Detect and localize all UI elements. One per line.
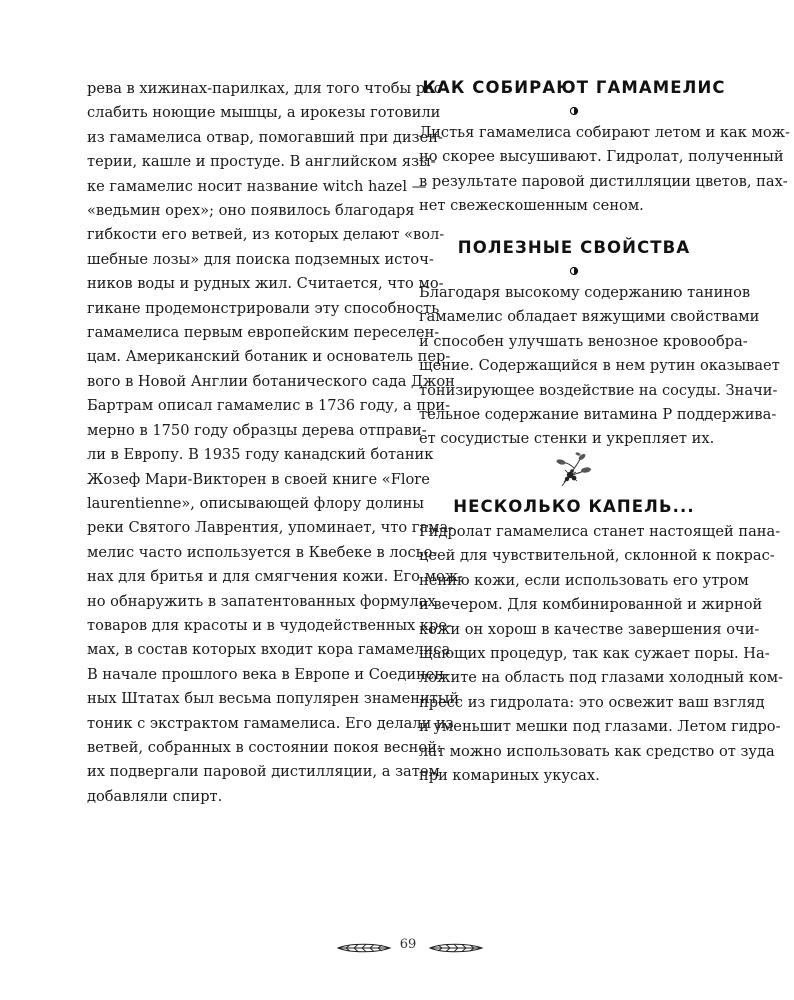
- text-line: в результате паровой дистилляции цветов, пах-: [419, 172, 788, 190]
- text-line: щающих процедур, так как сужает поры. На-: [419, 645, 770, 663]
- text-line: гамамелис обладает вяжущими свойствами: [419, 308, 760, 326]
- text-line: тоник с экстрактом гамамелиса. Его делали из: [87, 714, 454, 732]
- section-title: КАК СОБИРАЮТ ГАМАМЕЛИС: [422, 78, 726, 97]
- text-line: гикане продемонстрировали эту способность: [87, 299, 440, 317]
- text-line: нению кожи, если использовать его утром: [419, 571, 749, 589]
- text-line: и способен улучшать венозное кровообра-: [419, 332, 748, 350]
- text-line: рева в хижинах-парилках, для того чтобы рас-: [87, 80, 447, 97]
- text-line: терии, кашле и простуде. В английском язы-: [87, 153, 436, 171]
- text-line: мерно в 1750 году образцы дерева отправи-: [87, 421, 427, 439]
- text-line: нет свежескошенным сеном.: [419, 197, 644, 215]
- text-line: В начале прошлого века в Европе и Соединен-: [87, 665, 450, 683]
- feather-wing-icon: [428, 939, 484, 958]
- section-body: [419, 281, 780, 452]
- text-line: ветвей, собранных в состоянии покоя весной:: [87, 738, 442, 756]
- text-line: тельное содержание витамина Р поддержива-: [419, 406, 777, 424]
- text-line: ке гамамелис носит название witch hazel —: [87, 177, 427, 195]
- text-line: товаров для красоты и в чудодейственных кре-: [87, 616, 452, 634]
- text-line: «ведьмин орех»; оно появилось благодаря: [87, 202, 415, 220]
- half-moon-bullet-icon: [419, 261, 729, 279]
- text-line: ных Штатах был весьма популярен знаменитый: [87, 690, 460, 708]
- feather-wing-icon: [336, 939, 392, 958]
- section-title: ПОЛЕЗНЫЕ СВОЙСТВА: [457, 238, 691, 257]
- witch-hazel-sprig-icon: [552, 448, 596, 490]
- text-line: Гидролат гамамелиса станет настоящей пана-: [419, 523, 781, 540]
- text-line: и уменьшит мешки под глазами. Летом гидро-: [419, 718, 781, 736]
- text-line: мах, в состав которых входит кора гамамелиса.: [87, 641, 455, 659]
- text-line: щение. Содержащийся в нем рутин оказывает: [419, 357, 780, 375]
- text-line: их подвергали паровой дистилляции, а затем: [87, 763, 440, 781]
- text-line: добавляли спирт.: [87, 787, 223, 805]
- text-line: пресс из гидролата: это освежит ваш взгляд: [419, 693, 765, 711]
- text-line: тонизирующее воздействие на сосуды. Значи-: [419, 381, 778, 399]
- text-line: laurentienne», описывающей флору долины: [87, 494, 424, 512]
- text-line: Жозеф Мари-Викторен в своей книге «Flore: [87, 470, 430, 488]
- section-body: [419, 121, 790, 219]
- text-line: но обнаружить в запатентованных формулах: [87, 592, 436, 610]
- section-properties: [419, 237, 780, 452]
- text-line: слабить ноющие мышцы, а ирокезы готовили: [87, 104, 441, 122]
- text-line: Бартрам описал гамамелис в 1736 году, а при-: [87, 397, 451, 415]
- text-line: Листья гамамелиса собирают летом и как мож-: [419, 124, 790, 141]
- text-line: гибкости его ветвей, из которых делают «вол-: [87, 226, 445, 244]
- text-line: нах для бритья и для смягчения кожи. Его мож-: [87, 568, 464, 586]
- text-line: гамамелиса первым европейским переселен-: [87, 324, 440, 342]
- text-line: цам. Американский ботаник и основатель пер-: [87, 348, 451, 366]
- left-column-text: [87, 77, 464, 809]
- text-line: Благодаря высокому содержанию танинов: [419, 284, 751, 301]
- text-line: ложите на область под глазами холодный ком-: [419, 669, 784, 687]
- text-line: из гамамелиса отвар, помогавший при дизен-: [87, 128, 443, 146]
- section-body: [419, 520, 784, 788]
- text-line: мелис часто используется в Квебеке в лосьо-: [87, 543, 438, 561]
- page-number: 69: [399, 937, 417, 952]
- half-moon-bullet-icon: [419, 101, 729, 119]
- text-line: шебные лозы» для поиска подземных источ-: [87, 250, 434, 268]
- text-line: ли в Европу. В 1935 году канадский ботаник: [87, 446, 434, 464]
- section-few-drops: [419, 496, 784, 788]
- section-harvesting: [419, 77, 790, 219]
- text-line: но скорее высушивают. Гидролат, полученный: [419, 148, 784, 166]
- text-line: и вечером. Для комбинированной и жирной: [419, 596, 763, 614]
- text-line: при комариных укусах.: [419, 767, 600, 785]
- text-line: реки Святого Лаврентия, упоминает, что гама-: [87, 519, 454, 537]
- text-line: ников воды и рудных жил. Считается, что мо-: [87, 275, 444, 293]
- section-title: НЕСКОЛЬКО КАПЕЛЬ...: [453, 497, 695, 516]
- text-line: цеей для чувствительной, склонной к покрас-: [419, 547, 775, 565]
- page-footer: [0, 936, 794, 956]
- text-line: ет сосудистые стенки и укрепляет их.: [419, 430, 715, 448]
- text-line: лат можно использовать как средство от зуда: [419, 742, 775, 760]
- text-line: вого в Новой Англии ботанического сада Джон: [87, 372, 455, 390]
- text-line: кожи он хорош в качестве завершения очи-: [419, 620, 760, 638]
